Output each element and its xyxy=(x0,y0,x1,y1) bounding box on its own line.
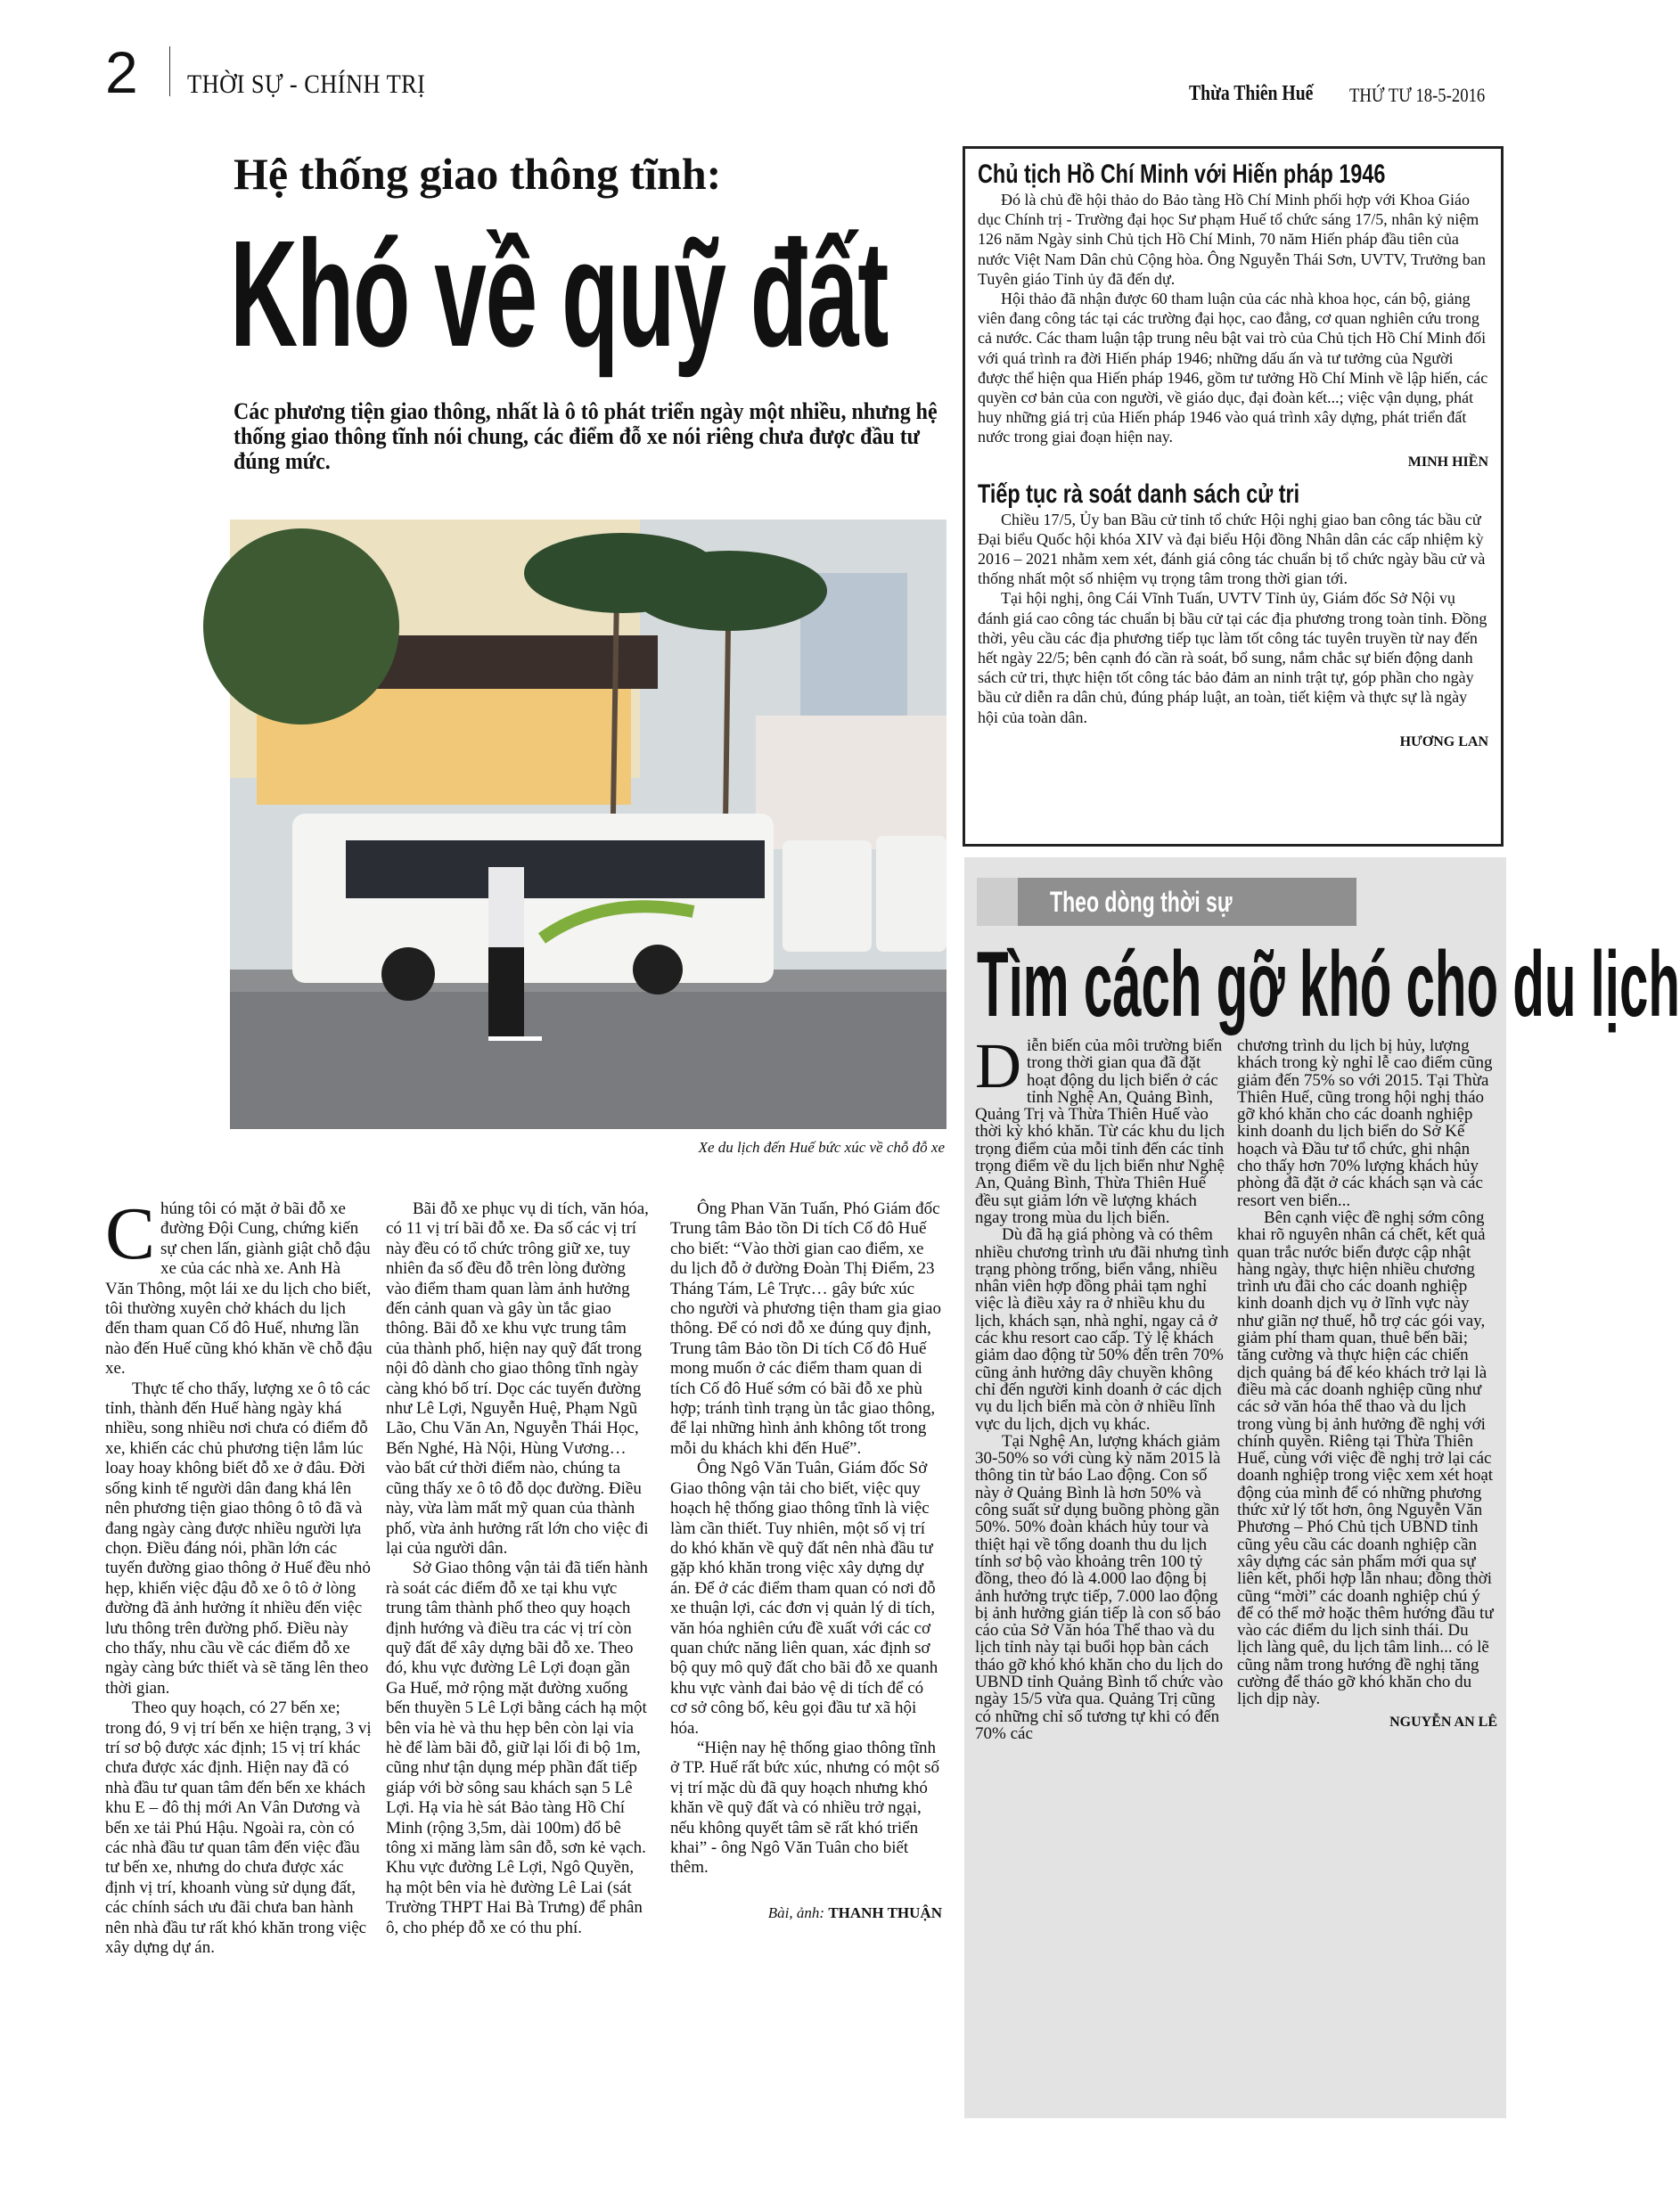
commentary-paragraph: Diễn biến của môi trường biển trong thời gian qua đã đặt hoạt động du lịch biển ở các tỉnh Nghệ An, Quảng Bình, Quảng Trị và Thừa Thiên Huế vào thời kỳ khó khăn. Từ các khu du lịch trọng điểm của mỗi tỉnh đến các tỉnh trọng điểm về du lịch biển như Nghệ An, Quảng Bình, Thừa Thiên Huế đều sụt giảm lớn về lượng khách ngay trong mùa du lịch biển. xyxy=(975,1030,1225,1227)
article-paragraph: Thực tế cho thấy, lượng xe ô tô các tỉnh, thành đến Huế hàng ngày khá nhiều, song nhiều nơi chưa có điểm đỗ xe, khiến các chủ phương tiện lắm lúc loay hoay không biết đỗ xe ở đâu. Đời sống kinh tế người dân đang khá lên nên phương tiện giao thông ô tô đã và đang ngày càng được nhiều người lựa chọn. Điều đáng nói, phần lớn các tuyến đường giao thông ở Huế đều nhỏ hẹp, khiến việc đậu đỗ xe ô tô ở lòng đường đã ảnh hưởng ít nhiều đến việc lưu thông trên đường phố. Điều này cho thấy, nhu cầu về các điểm đỗ xe ngày càng bức thiết và sẽ tăng lên theo thời gian. xyxy=(105,1379,371,1698)
article-paragraph: Sở Giao thông vận tải đã tiến hành rà soát các điểm đỗ xe tại khu vực trung tâm thành phố theo quy hoạch định hướng và điều tra các vị trí còn quỹ đất để xây dựng bãi đỗ xe. Theo đó, khu vực đường Lê Lợi đoạn gần Ga Huế, mở rộng mặt đường xuống bến thuyền 5 Lê Lợi bằng cách hạ một bên vỉa hè và thu hẹp bên còn lại vỉa hè để làm bãi đỗ, giữ lại lối đi bộ 1m, cũng như tận dụng mép phần đất tiếp giáp với bờ sông sau khách sạn 5 Lê Lợi. Hạ vỉa hè sát Bảo tàng Hồ Chí Minh (rộng 3,5m, dài 100m) đổ bê tông xi măng làm sân đỗ, sơn kẻ vạch. Khu vực đường Lê Lợi, Ngô Quyền, hạ một bên vỉa hè đường Lê Lai (sát Trường THPT Hai Bà Trưng) để phân ô, cho phép đỗ xe có thu phí. xyxy=(386,1559,648,1937)
tag-bar-accent xyxy=(977,878,1020,926)
news-briefs-box xyxy=(963,146,1504,847)
article-paragraph: Chúng tôi có mặt ở bãi đỗ xe đường Đội Cung, chứng kiến sự chen lấn, giành giật chỗ đậu xe của các nhà xe. Anh Hà Văn Thông, một lái xe du lịch cho biết, tôi thường xuyên chở khách du lịch đến tham quan Cố đô Huế, nhưng lần nào đến Huế cũng khó khăn về chỗ đậu xe. xyxy=(105,1192,373,1379)
article-paragraph: Theo quy hoạch, có 27 bến xe; trong đó, 9 vị trí bến xe hiện trạng, 3 vị trí sơ bộ được xác định; 15 vị trí khác chưa được xác định. Hiện nay đã có nhà đầu tư quan tâm đến bến xe khách khu E – đô thị mới An Vân Dương và bến xe tải Phú Hậu. Ngoài ra, còn có các nhà đầu tư quan tâm đến việc đầu tư bến xe, nhưng do chưa được xác định vị trí, khoanh vùng sử dụng đất, các chính sách ưu đãi chưa ban hành nên nhà đầu tư rất khó khăn trong việc xây dựng dự án. xyxy=(105,1698,372,1958)
header-divider xyxy=(169,46,170,96)
article-headline: Khó về quỹ đất xyxy=(230,209,889,379)
article-sapo: Các phương tiện giao thông, nhất là ô tô phát triển ngày một nhiều, nhưng hệ thống giao thông tĩnh nói chung, các điểm đỗ xe nói riêng chưa được đầu tư đúng mức. xyxy=(234,398,938,474)
brief-author: HƯƠNG LAN xyxy=(1399,733,1488,749)
commentary-column-1 xyxy=(975,1030,1230,1743)
article-photo xyxy=(230,520,947,1129)
photo-caption: Xe du lịch đến Huế bức xúc về chỗ đỗ xe xyxy=(698,1139,945,1156)
brief-body: Đó là chủ đề hội thảo do Bảo tàng Hồ Chí Minh phối hợp với Khoa Giáo dục Chính trị - Trường đại học Sư phạm Huế tổ chức sáng 17/5, nhân kỷ niệm 126 năm Ngày sinh Chủ tịch Hồ Chí Minh, 70 năm Hiến pháp đầu tiên của nước Việt Nam Dân chủ Cộng hòa. Ông Nguyễn Thái Sơn, UVTV, Trưởng ban Tuyên giáo Tỉnh ủy đã đến dự. Hội thảo đã nhận được 60 tham luận của các nhà khoa học, cán bộ, giảng viên đang công tác tại các trường đại học, cao đẳng, cơ quan nghiên cứu trong cả nước. Các tham luận tập trung nêu bật vai trò của Chủ tịch Hồ Chí Minh đối với quá trình ra đời Hiến pháp 1946; những dấu ấn và tư tưởng của Người được thể hiện qua Hiến pháp 1946, gồm tư tưởng Hồ Chí Minh về lập hiến, các quyền cơ bản của con người, về giáo dục, đại đoàn kết...; việc vận dụng, phát huy những giá trị của Hiến pháp 1946 vào quá trình xây dựng, phát triển đất nước trong giai đoạn hiện nay. xyxy=(978,191,1488,446)
article-column-2 xyxy=(386,1199,653,1938)
drop-cap: D xyxy=(975,1030,1021,1101)
article-paragraph: “Hiện nay hệ thống giao thông tĩnh ở TP. Huế rất bức xúc, nhưng có một số vị trí mặc dù đã quy hoạch nhưng khó khăn về quỹ đất và có nhiều trở ngại, nếu không quyết tâm sẽ rất khó triển khai” - ông Ngô Văn Tuân cho biết thêm. xyxy=(670,1738,940,1878)
article-column-3 xyxy=(670,1199,942,1923)
article-paragraph: Bãi đỗ xe phục vụ di tích, văn hóa, có 11 vị trí bãi đỗ xe. Đa số các vị trí này đều có tổ chức trông giữ xe, tuy nhiên đa số đều đỗ trên lòng đường vào điểm tham quan làm ảnh hưởng đến cảnh quan và gây ùn tắc giao thông. Bãi đỗ xe khu vực trung tâm của thành phố, hiện nay quỹ đất trong nội đô dành cho giao thông tĩnh ngày càng khó bố trí. Dọc các tuyến đường như Lê Lợi, Nguyễn Huệ, Phạm Ngũ Lão, Chu Văn An, Nguyễn Thái Học, Bến Nghé, Hà Nội, Hùng Vương… vào bất cứ thời điểm nào, chúng ta cũng thấy xe ô tô đỗ dọc đường. Điều này, vừa làm mất mỹ quan của thành phố, vừa ảnh hưởng rất lớn cho việc đi lại của người dân. xyxy=(386,1199,649,1558)
commentary-column-2 xyxy=(1237,1037,1497,1731)
brief-title: Chủ tịch Hồ Chí Minh với Hiến pháp 1946 xyxy=(978,160,1386,189)
newspaper-name: Thừa Thiên Huế xyxy=(1189,82,1314,105)
commentary-paragraph: chương trình du lịch bị hủy, lượng khách trong kỳ nghỉ lễ cao điểm cũng giảm đến 75% so với 2015. Tại Thừa Thiên Huế, cũng trong hội nghị tháo gỡ khó khăn cho các doanh nghiệp kinh doanh du lịch biển do Sở Kế hoạch và Đầu tư tổ chức, ghi nhận cho thấy hơn 70% lượng khách hủy phòng đã đặt ở các khách sạn và các resort ven biển... xyxy=(1237,1036,1493,1210)
section-name: THỜI SỰ - CHÍNH TRỊ xyxy=(187,70,426,99)
commentary-paragraph: Tại Nghệ An, lượng khách giảm 30-50% so với cùng kỳ năm 2015 là thông tin từ báo Lao động. Con số này ở Quảng Bình là hơn 50% và công suất sử dụng buồng phòng gần 50%. 50% đoàn khách hủy tour và thiệt hại về tổng doanh thu du lịch tính sơ bộ vào khoảng trên 100 tỷ đồng, theo đó là 4.000 lao động bị ảnh hưởng trực tiếp, 7.000 lao động bị ảnh hưởng gián tiếp là con số báo cáo của Sở Văn hóa Thể thao và du lịch tỉnh này tại buổi họp bàn cách tháo gỡ khó khó khăn cho du lịch do UBND tỉnh Quảng Bình tổ chức vào ngày 15/5 vừa qua. Quảng Trị cũng có những chỉ số tương tự khi có đến 70% các xyxy=(975,1431,1224,1743)
brief-author: MINH HIỀN xyxy=(1407,454,1488,470)
article-column-1 xyxy=(105,1192,373,1958)
commentary-paragraph: Dù đã hạ giá phòng và có thêm nhiều chương trình ưu đãi nhưng tình trạng phòng trống, biển vắng, nhiều nhân viên hợp đồng phải tạm nghỉ việc là điều xảy ra ở nhiều khu du lịch, khách sạn, nhà nghỉ, ngay cả ở các khu resort cao cấp. Tỷ lệ khách giảm dao động từ 50% đến trên 70% cũng ảnh hưởng dây chuyền không chỉ đến người kinh doanh ở các dịch vụ du lịch biển mà còn ở nhiều lĩnh vực du lịch, dịch vụ khác. xyxy=(975,1225,1229,1434)
drop-cap: C xyxy=(105,1192,156,1275)
article-kicker: Hệ thống giao thông tĩnh: xyxy=(234,149,722,199)
commentary-author: NGUYỄN AN LÊ xyxy=(1389,1714,1497,1730)
article-paragraph: Ông Phan Văn Tuấn, Phó Giám đốc Trung tâm Bảo tồn Di tích Cố đô Huế cho biết: “Vào thời gian cao điểm, xe du lịch đỗ ở đường Đoàn Thị Điểm, 23 Tháng Tám, Lê Trực… gây bức xúc cho người và phương tiện tham gia giao thông. Để có nơi đỗ xe đúng quy định, Trung tâm Bảo tồn Di tích Cố đô Huế mong muốn ở các điểm tham quan di tích Cố đô Huế sớm có bãi đỗ xe phù hợp; tránh tình trạng ùn tắc giao thông, để lại những hình ảnh không tốt trong mỗi du khách khi đến Huế”. xyxy=(670,1199,941,1458)
brief-body: Chiều 17/5, Ủy ban Bầu cử tỉnh tổ chức Hội nghị giao ban công tác bầu cử Đại biểu Quốc hội khóa XIV và đại biểu Hội đồng Nhân dân các cấp nhiệm kỳ 2016 – 2021 nhằm xem xét, đánh giá công tác chuẩn bị tổ chức ngày bầu cử và thống nhất một số nhiệm vụ trọng tâm trong thời gian tới. Tại hội nghị, ông Cái Vĩnh Tuấn, UVTV Tỉnh ủy, Giám đốc Sở Nội vụ đánh giá cao công tác chuẩn bị bầu cử tại các địa phương trong toàn tỉnh. Đồng thời, yêu cầu các địa phương tiếp tục làm tốt công tác tuyên truyền từ nay đến hết ngày 22/5; bên cạnh đó cần rà soát, bổ sung, nắm chắc sự biến động danh sách cử tri, thực hiện tốt công tác bảo đảm an ninh trật tự, góp phần cho ngày bầu cử diễn ra dân chủ, đúng pháp luật, an toàn, tiết kiệm và thực sự là ngày hội của toàn dân. xyxy=(978,510,1487,726)
article-byline: Bài, ảnh: THANH THUẬN xyxy=(767,1903,942,1921)
commentary-paragraph: Bên cạnh việc đề nghị sớm công khai rõ nguyên nhân cá chết, kết quả quan trắc nước biển được cập nhật hàng ngày, thực hiện nhiều chương trình ưu đãi cho các doanh nghiệp kinh doanh dịch vụ ở lĩnh vực này như giãn nợ thuế, hỗ trợ các gói vay, giảm phí tham quan, thuê bến bãi; tăng cường và thực hiện các chiến dịch quảng bá để kéo khách trở lại là điều mà các doanh nghiệp cũng như các sở văn hóa thể thao và du lịch trong vùng bị ảnh hưởng đề nghị với chính quyền. Riêng tại Thừa Thiên Huế, cùng với việc đề nghị trở lại các doanh nghiệp trong việc xem xét hoạt động của mình để có những phương thức xử lý tốt hơn, ông Nguyễn Văn Phương – Phó Chủ tịch UBND tỉnh cũng yêu cầu các doanh nghiệp cần xây dựng các sản phẩm mới qua sự liên kết, phối hợp lẫn nhau; đồng thời cũng “mời” các doanh nghiệp chú ý để có thể mở hoặc thêm hướng đầu tư vào các điểm du lịch sinh thái. Du lịch làng quê, du lịch tâm linh... có lẽ cũng nằm trong hướng đề nghị tăng cường để tháo gỡ khó khăn cho du lịch dịp này. xyxy=(1237,1207,1494,1709)
article-paragraph: Ông Ngô Văn Tuân, Giám đốc Sở Giao thông vận tải cho biết, việc quy hoạch hệ thống giao thông tĩnh là việc làm cần thiết. Tuy nhiên, một số vị trí do khó khăn về quỹ đất nên nhà đầu tư gặp khó khăn trong việc xây dựng dự án. Để ở các điểm tham quan có nơi đỗ xe thuận lợi, các đơn vị quản lý di tích, văn hóa nghiên cứu đề xuất với các cơ quan chức năng liên quan, xác định sơ bộ quy mô quỹ đất cho bãi đỗ xe quanh khu vực vành đai bảo vệ di tích để có cơ sở công bố, kêu gọi đầu tư xã hội hóa. xyxy=(670,1459,938,1738)
commentary-tag: Theo dòng thời sự xyxy=(1050,886,1233,918)
commentary-headline: Tìm cách gỡ khó cho du lịch xyxy=(977,933,1680,1036)
brief-title: Tiếp tục rà soát danh sách cử tri xyxy=(978,479,1300,509)
issue-date: THỨ TƯ 18-5-2016 xyxy=(1349,84,1486,106)
bus-parking-photo-illustration xyxy=(230,520,947,1129)
page-number: 2 xyxy=(105,39,138,105)
